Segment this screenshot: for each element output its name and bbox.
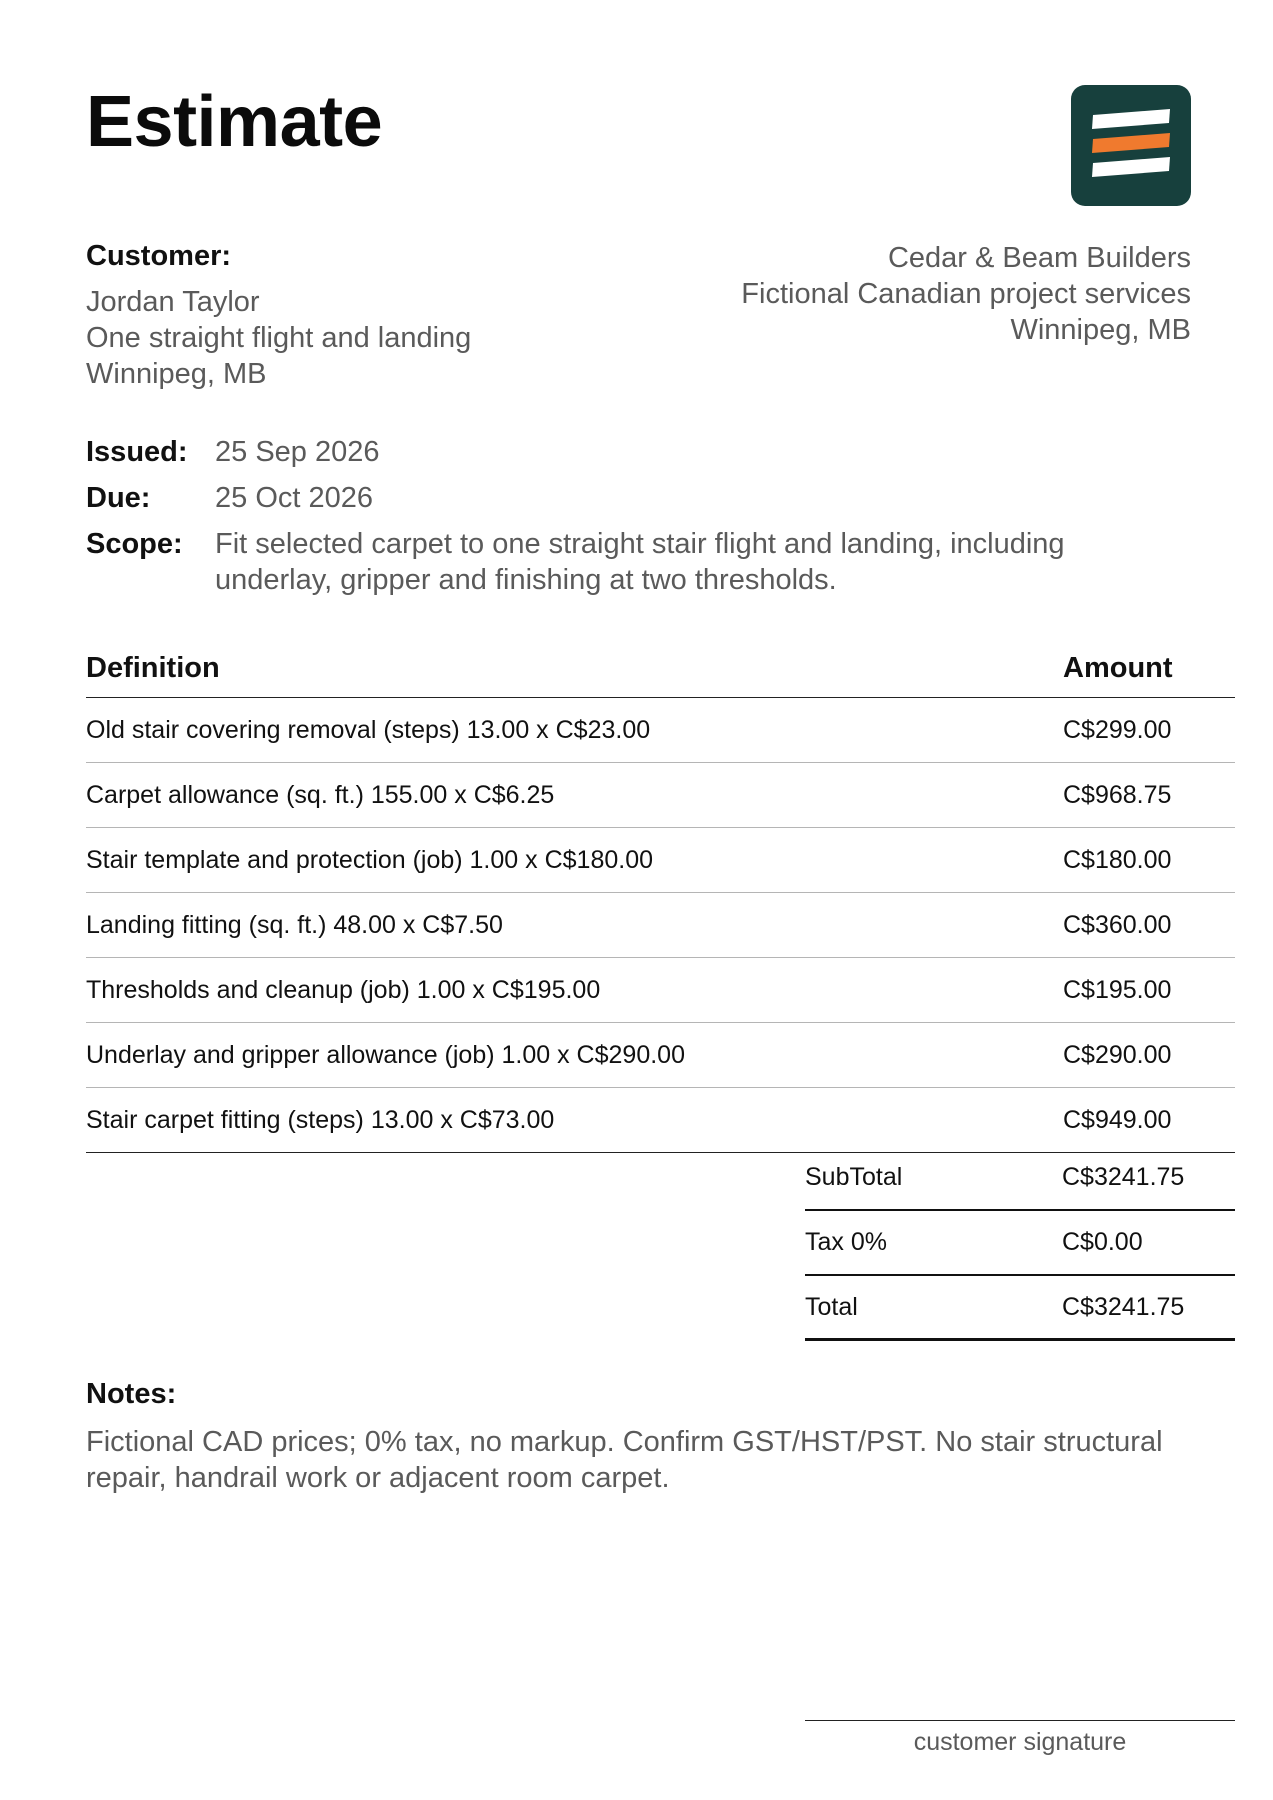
estimate-meta [86, 434, 1175, 608]
scope-row [86, 526, 1175, 598]
table-row [86, 698, 1235, 763]
row-amount: C$968.75 [1063, 780, 1172, 809]
amount-header: Amount [1063, 652, 1173, 684]
company-name: Cedar & Beam Builders [887, 242, 1191, 274]
company-details [741, 240, 1191, 348]
row-amount: C$195.00 [1063, 975, 1172, 1004]
row-amount: C$299.00 [1063, 715, 1172, 744]
tax-label: Tax 0% [805, 1228, 887, 1256]
issued-row [86, 434, 1175, 470]
row-definition: Old stair covering removal (steps) 13.00 x C$23.00 [86, 715, 651, 744]
row-amount: C$949.00 [1063, 1105, 1172, 1134]
customer-name: Jordan Taylor [86, 286, 260, 318]
customer-label: Customer: [86, 240, 232, 272]
scope-label: Scope: [86, 528, 183, 560]
table-row [86, 893, 1235, 958]
due-row [86, 480, 1175, 516]
due-label: Due: [86, 482, 151, 514]
row-definition: Thresholds and cleanup (job) 1.00 x C$195.00 [86, 975, 601, 1004]
notes-label: Notes: [86, 1378, 177, 1410]
due-value: 25 Oct 2026 [215, 482, 373, 514]
row-definition: Carpet allowance (sq. ft.) 155.00 x C$6.25 [86, 780, 555, 809]
issued-value: 25 Sep 2026 [215, 436, 380, 468]
subtotal-value: C$3241.75 [1062, 1163, 1185, 1191]
customer-location: Winnipeg, MB [86, 358, 267, 390]
customer-project: One straight flight and landing [86, 322, 472, 354]
row-definition: Underlay and gripper allowance (job) 1.00 x C$290.00 [86, 1040, 685, 1069]
document-title: Estimate [86, 82, 383, 162]
row-amount: C$180.00 [1063, 845, 1172, 874]
notes-text: Fictional CAD prices; 0% tax, no markup. Confirm GST/HST/PST. No stair structural repair, handrail work or adjacent room carpet. [86, 1426, 1163, 1494]
table-row [86, 763, 1235, 828]
line-items-table [86, 652, 1235, 1153]
subtotal-label: SubTotal [805, 1163, 903, 1191]
total-value: C$3241.75 [1062, 1292, 1185, 1321]
issued-label: Issued: [86, 436, 188, 468]
table-row [86, 828, 1235, 893]
row-definition: Stair template and protection (job) 1.00 x C$180.00 [86, 845, 654, 874]
row-amount: C$290.00 [1063, 1040, 1172, 1069]
scope-value: Fit selected carpet to one straight stair flight and landing, including underlay, gripper and finishing at two thresholds. [215, 528, 1065, 596]
subtotal-row [805, 1146, 1235, 1211]
company-tagline: Fictional Canadian project services [741, 278, 1191, 310]
stacked-layers-logo-icon [1071, 85, 1191, 206]
table-row [86, 1023, 1235, 1088]
tax-row [805, 1211, 1235, 1276]
customer-details [86, 284, 471, 392]
row-definition: Stair carpet fitting (steps) 13.00 x C$73.00 [86, 1105, 555, 1134]
table-header [86, 652, 1235, 698]
table-row [86, 1088, 1235, 1153]
totals-block [805, 1146, 1235, 1341]
total-row [805, 1276, 1235, 1341]
signature-label: customer signature [913, 1728, 1127, 1756]
definition-header: Definition [86, 652, 220, 684]
row-amount: C$360.00 [1063, 910, 1172, 939]
company-location: Winnipeg, MB [1010, 314, 1191, 346]
total-label: Total [805, 1292, 858, 1321]
row-definition: Landing fitting (sq. ft.) 48.00 x C$7.50 [86, 910, 503, 939]
tax-value: C$0.00 [1062, 1228, 1143, 1256]
signature-line [805, 1720, 1235, 1721]
table-row [86, 958, 1235, 1023]
